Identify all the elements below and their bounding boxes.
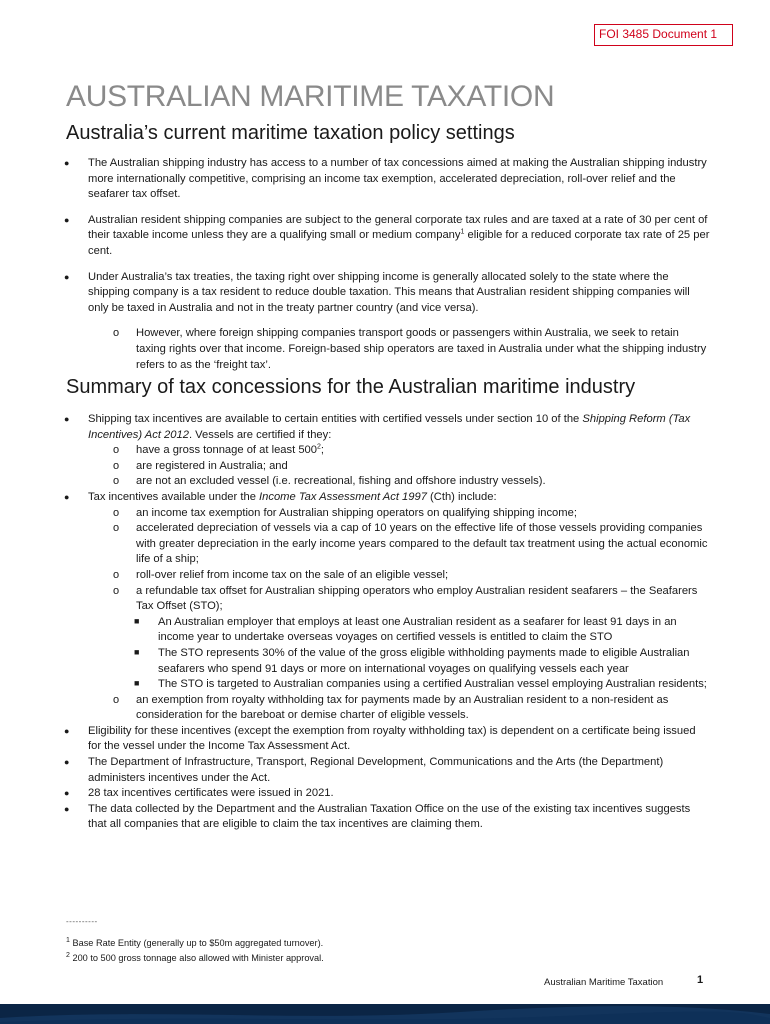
square-bullet-icon: ■ [134, 678, 140, 689]
bullet-icon: ● [64, 271, 70, 282]
list-item: ● The data collected by the Department and the Australian Taxation Office on the use of the existing tax incentives suggests that all companies that are eligible to claim the tax incentives are claiming them. [64, 802, 691, 831]
section2-list [66, 412, 710, 833]
list-item: ■ An Australian employer that employs at least one Australian resident as a seafarer for least 91 days in an income year to undertake overseas voyages on certified vessels is entitled to claim the STO [134, 615, 677, 644]
square-bullet-icon: ■ [134, 646, 140, 657]
list-item: o a refundable tax offset for Australian shipping operators who employ Australian resident seafarers – the Seafarers Tax Offset (STO); [113, 584, 698, 613]
page-number: 1 [697, 974, 704, 986]
section1-list [66, 156, 710, 373]
list-item: ■ The STO represents 30% of the value of the gross eligible withholding payments made to eligible Australian seafarers who spend 91 days or more on international voyages on qualifying vessels each year [134, 646, 690, 675]
circle-bullet-icon: o [113, 522, 120, 535]
list-item: o are registered in Australia; and [66, 459, 710, 475]
footer-label: Australian Maritime Taxation [544, 977, 664, 988]
square-bullet-icon: ■ [134, 615, 140, 626]
footnote-ref-1: 1 [460, 228, 465, 236]
list-item: ● The Department of Infrastructure, Transport, Regional Development, Communications and the Arts (the Department) administers incentives under the Act. [64, 756, 664, 784]
footnote-1: $^1$ Base Rate Entity (generally up to $50m aggregated turnover). [66, 936, 324, 948]
list-item: ● Eligibility for these incentives (except the exemption from royalty withholding tax) is dependent on a certificate being issued for the vessel under the Income Tax Assessment Act. [64, 724, 696, 753]
circle-bullet-icon: o [113, 584, 120, 597]
circle-bullet-icon: o [113, 475, 120, 488]
footnote-separator: ---------- [66, 917, 98, 926]
document-title: AUSTRALIAN MARITIME TAXATION [66, 80, 555, 113]
section2-heading: Summary of tax concessions for the Australian maritime industry [66, 376, 636, 398]
list-item: o have a gross tonnage of at least $500^2$; [66, 443, 710, 459]
bullet-icon: ● [64, 725, 70, 736]
wave-decoration-icon [0, 1004, 770, 1024]
footnote-ref-2: 2 [317, 443, 321, 451]
list-item: ■ The STO is targeted to Australian companies using a certified Australian vessel employing Australian residents; [134, 678, 707, 691]
section1-heading: Australia’s current maritime taxation policy settings [66, 122, 515, 144]
footnote-2: $^2$ 200 to 500 gross tonnage also allowed with Minister approval. [66, 951, 324, 963]
list-item: ● Under Australia’s tax treaties, the taxing right over shipping income is generally allocated solely to the state where the shipping company is a tax resident to reduce double taxation. This means that Australian resident shipping companies will only be taxed in Australia and not in the treaty partner country (and vice versa). [64, 270, 690, 314]
list-item: ● Australian resident shipping companies are subject to the general corporate tax rules and are taxed at a rate of 30 per cent of their taxable income unless they are a qualifying small or medium company$^1$ eligible for a reduced corporate tax rate of 25 per cent. [64, 213, 710, 257]
list-item: o are not an excluded vessel (i.e. recreational, fishing and offshore industry vessels). [66, 474, 710, 490]
circle-bullet-icon: o [113, 459, 120, 472]
list-item: ● 28 tax incentives certificates were issued in 2021. [66, 786, 710, 802]
circle-bullet-icon: o [113, 693, 120, 706]
bullet-icon: ● [64, 757, 70, 768]
foi-stamp: FOI 3485 Document 1 [594, 24, 733, 46]
circle-bullet-icon: o [113, 506, 120, 519]
list-item: o accelerated depreciation of vessels via a cap of 10 years on the effective life of those vessels providing companies with greater depreciation in the early income years compared to the default tax treatment using the actual economic life of a ship; [113, 522, 708, 566]
bullet-icon: ● [64, 803, 70, 814]
list-item: o roll-over relief from income tax on the sale of an eligible vessel; [66, 568, 710, 584]
circle-bullet-icon: o [113, 327, 120, 340]
bullet-icon: ● [64, 788, 70, 799]
list-item: o an income tax exemption for Australian shipping operators on qualifying shipping income; [66, 506, 710, 522]
footer-band [0, 1004, 770, 1024]
bullet-icon: ● [64, 414, 70, 424]
bullet-icon: ● [64, 158, 70, 168]
list-item: ● Shipping tax incentives are available to certain entities with certified vessels under section 10 of the Shipping Reform (Tax Incentives) Act 2012. Vessels are certified if they: [64, 413, 691, 441]
circle-bullet-icon: o [113, 568, 120, 581]
list-item: o However, where foreign shipping companies transport goods or passengers within Australia, we seek to retain taxing rights over that income. Foreign-based ship operators are taxed in Australia under what the shipping industry refers to as the ‘freight tax’. [113, 327, 707, 371]
bullet-icon: ● [64, 491, 70, 502]
list-item: o an exemption from royalty withholding tax for payments made by an Australian resident to a non-resident as consideration for the bareboat or demise charter of eligible vessels. [113, 693, 669, 722]
list-item: ● The Australian shipping industry has access to a number of tax concessions aimed at making the Australian shipping industry more internationally competitive, comprising an income tax exemption, accelerated depreciation, roll-over relief and the seafarer tax offset. [64, 157, 707, 201]
circle-bullet-icon: o [113, 444, 120, 457]
list-item: ● Tax incentives available under the Income Tax Assessment Act 1997 (Cth) include: [66, 490, 710, 506]
bullet-icon: ● [64, 214, 70, 225]
